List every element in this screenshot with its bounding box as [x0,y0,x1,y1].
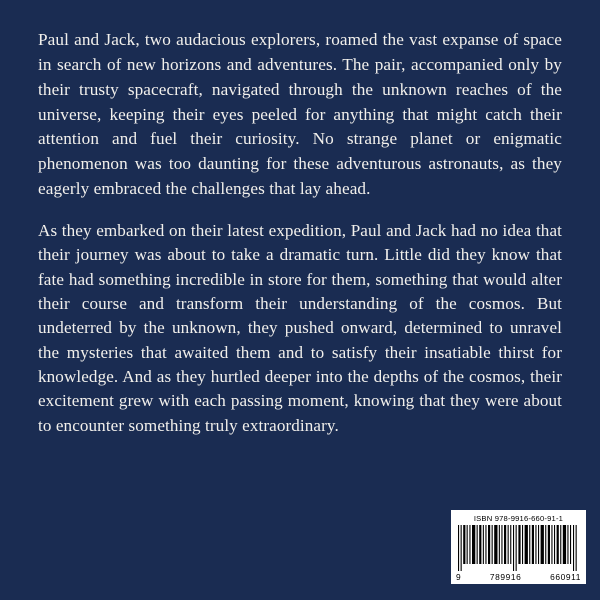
blurb-paragraph-2: As they embarked on their latest expedition, Paul and Jack had no idea that their journey was about to take a dramatic turn. Little did they know that fate had something incredible in store for them, something that would alter their course and transform their understanding of the cosmos. But undeterred by the unknown, they pushed onward, determined to unravel the mysteries that awaited them and to satisfy their insatiable thirst for knowledge. And as they hurtled deeper into the depths of the cosmos, their excitement grew with each passing moment, knowing that they were about to encounter something truly extraordinary. [38,220,562,435]
blurb-paragraph-1: Paul and Jack, two audacious explorers, roamed the vast expanse of space in search of new horizons and adventures. The pair, accompanied only by their trusty spacecraft, navigated through the unknown reaches of the universe, keeping their eyes peeled for anything that might catch their attention and fuel their curiosity. No strange planet or enigmatic phenomenon was too daunting for these adventurous astronauts, as they eagerly embraced the challenges that lay ahead. [38,30,562,199]
barcode-digit-left: 9 [456,572,462,582]
barcode-bars-icon [455,525,582,571]
isbn-label: ISBN 978-9916-660-91-1 [473,514,564,523]
barcode-digits-right: 660911 [550,572,581,582]
blurb-text-block [38,28,562,455]
barcode-digits-middle: 789916 [489,572,522,582]
barcode-digits [455,571,582,582]
isbn-barcode [451,510,586,584]
